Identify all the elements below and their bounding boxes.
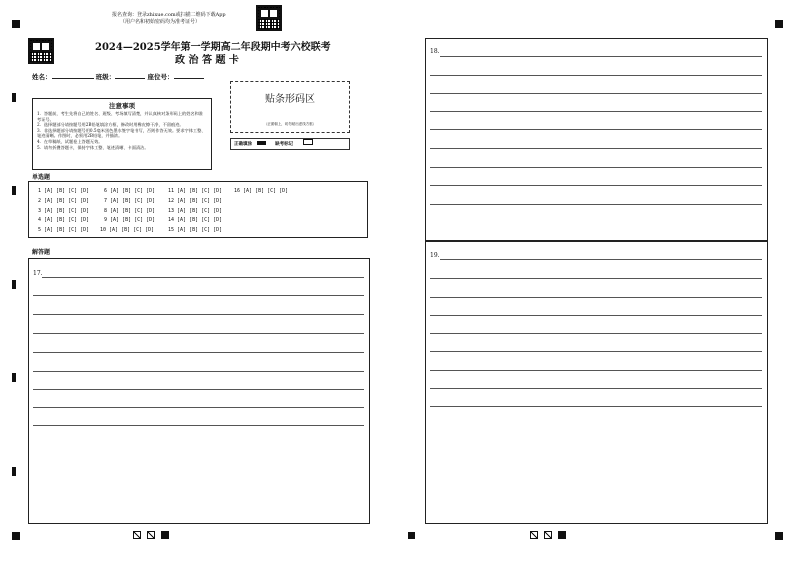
- page-mark-solid: [558, 531, 566, 539]
- answer-line: [430, 75, 762, 76]
- mcq-q3[interactable]: 3 [A] [B] [C] [D]: [38, 208, 90, 214]
- note-item-4: 4．在草稿纸、试题卷上答题无效。: [37, 138, 103, 144]
- corner-mark: [12, 532, 20, 540]
- answer-line: [430, 129, 762, 130]
- barcode-title: 贴条形码区: [265, 94, 315, 105]
- answer-line: [430, 406, 762, 407]
- mcq-q8[interactable]: 8 [A] [B] [C] [D]: [104, 208, 156, 214]
- answer-box-18[interactable]: [425, 38, 768, 241]
- timing-mark: [12, 93, 16, 102]
- answer-line: [430, 297, 762, 298]
- answer-line: [42, 277, 364, 278]
- answer-line: [33, 352, 364, 353]
- student-qr-code: [28, 38, 54, 64]
- answer-line: [33, 314, 364, 315]
- name-field[interactable]: [52, 78, 94, 79]
- note-item-2: 2．选择题部分请按题号用2B铅笔填涂方框，修改时用橡皮擦干净，不留痕迹。: [37, 122, 184, 128]
- question-18-number: 18.: [430, 48, 440, 55]
- seat-field[interactable]: [174, 78, 204, 79]
- page-mark-hatched: [133, 531, 141, 539]
- mcq-q12[interactable]: 12 [A] [B] [C] [D]: [168, 198, 223, 204]
- mcq-q5[interactable]: 5 [A] [B] [C] [D]: [38, 227, 90, 233]
- note-item-3: 3．非选择题部分请按题号用0.5毫米黑色墨水签字笔书写，否则作答无效。要求字体工整、笔迹清晰。作图时，必须用2B铅笔，并描浓。: [37, 127, 206, 139]
- mcq-q6[interactable]: 6 [A] [B] [C] [D]: [104, 188, 156, 194]
- answer-line: [33, 407, 364, 408]
- answer-line: [430, 185, 762, 186]
- answer-line: [430, 148, 762, 149]
- exam-title: 2024—2025学年第一学期高二年段期中考六校联考: [95, 42, 331, 53]
- mcq-q16[interactable]: 16 [A] [B] [C] [D]: [234, 188, 289, 194]
- timing-mark: [12, 280, 16, 289]
- mcq-q15[interactable]: 15 [A] [B] [C] [D]: [168, 227, 223, 233]
- answer-line: [430, 333, 762, 334]
- page-mark-hatched: [147, 531, 155, 539]
- notes-box: [32, 98, 212, 170]
- answer-line: [430, 278, 762, 279]
- timing-mark: [12, 467, 16, 476]
- answer-line: [430, 167, 762, 168]
- answer-line: [430, 315, 762, 316]
- answer-line: [33, 389, 364, 390]
- mcq-q13[interactable]: 13 [A] [B] [C] [D]: [168, 208, 223, 214]
- absent-mark-label: 缺考标记: [275, 142, 294, 147]
- answer-box-17[interactable]: [28, 258, 370, 524]
- answer-line: [430, 111, 762, 112]
- answer-line: [430, 93, 762, 94]
- question-19-number: 19.: [430, 252, 440, 259]
- mcq-q9[interactable]: 9 [A] [B] [C] [D]: [104, 217, 156, 223]
- question-17-number: 17.: [33, 270, 43, 277]
- answer-line: [430, 351, 762, 352]
- page-mark-hatched: [544, 531, 552, 539]
- correct-fill-label: 正确填涂: [234, 142, 252, 147]
- note-item-5: 5．请勿折叠答题卡，保持字体工整、笔迹清晰、卡面清洁。: [37, 144, 149, 150]
- mcq-q4[interactable]: 4 [A] [B] [C] [D]: [38, 217, 90, 223]
- mcq-q2[interactable]: 2 [A] [B] [C] [D]: [38, 198, 90, 204]
- answer-line: [33, 333, 364, 334]
- timing-mark: [12, 373, 16, 382]
- answer-box-19[interactable]: [425, 241, 768, 524]
- timing-mark: [12, 186, 16, 195]
- answer-line: [440, 259, 762, 260]
- class-field[interactable]: [115, 78, 145, 79]
- barcode-area: [230, 81, 350, 133]
- answer-line: [33, 295, 364, 296]
- answer-line: [430, 370, 762, 371]
- notice-line-1: 报名查询：登录zhixue.com或扫描二维码下载App: [112, 12, 226, 18]
- note-item-1: 1．答题前，考生先将自己的姓名、班级、考场填写清楚，并认真核对条形码上的姓名和准考证号。: [37, 111, 203, 122]
- mcq-q10[interactable]: 10 [A] [B] [C] [D]: [100, 227, 155, 233]
- notice-line-2: （用户名和初始密码均为准考证号）: [120, 19, 201, 25]
- exam-subtitle: 政 治 答 题 卡: [175, 55, 239, 66]
- mcq-q14[interactable]: 14 [A] [B] [C] [D]: [168, 217, 223, 223]
- answer-line: [430, 204, 762, 205]
- mcq-q11[interactable]: 11 [A] [B] [C] [D]: [168, 188, 223, 194]
- class-label: 班级：: [95, 73, 116, 81]
- student-info: [32, 72, 204, 81]
- download-qr-code: [256, 5, 282, 31]
- fill-legend: [230, 138, 350, 150]
- answer-line: [430, 388, 762, 389]
- mcq-q7[interactable]: 7 [A] [B] [C] [D]: [104, 198, 156, 204]
- barcode-note: （正面朝上，切勿贴出虚线方框）: [263, 122, 317, 126]
- corner-mark: [775, 20, 783, 28]
- corner-mark: [12, 20, 20, 28]
- mcq-q1[interactable]: 1 [A] [B] [C] [D]: [38, 188, 90, 194]
- corner-mark: [775, 532, 783, 540]
- notes-heading: 注意事项: [109, 102, 135, 110]
- mcq-heading: 单选题: [32, 174, 51, 181]
- answer-line: [33, 425, 364, 426]
- essay-heading: 解答题: [32, 249, 51, 256]
- answer-line: [440, 56, 762, 57]
- page-mark-solid: [161, 531, 169, 539]
- seat-label: 座位号：: [147, 73, 174, 81]
- absent-mark-box[interactable]: [303, 139, 313, 145]
- center-mark: [408, 532, 415, 539]
- correct-fill-sample: [257, 141, 266, 145]
- answer-line: [33, 371, 364, 372]
- name-label: 姓名：: [32, 73, 52, 81]
- page-mark-hatched: [530, 531, 538, 539]
